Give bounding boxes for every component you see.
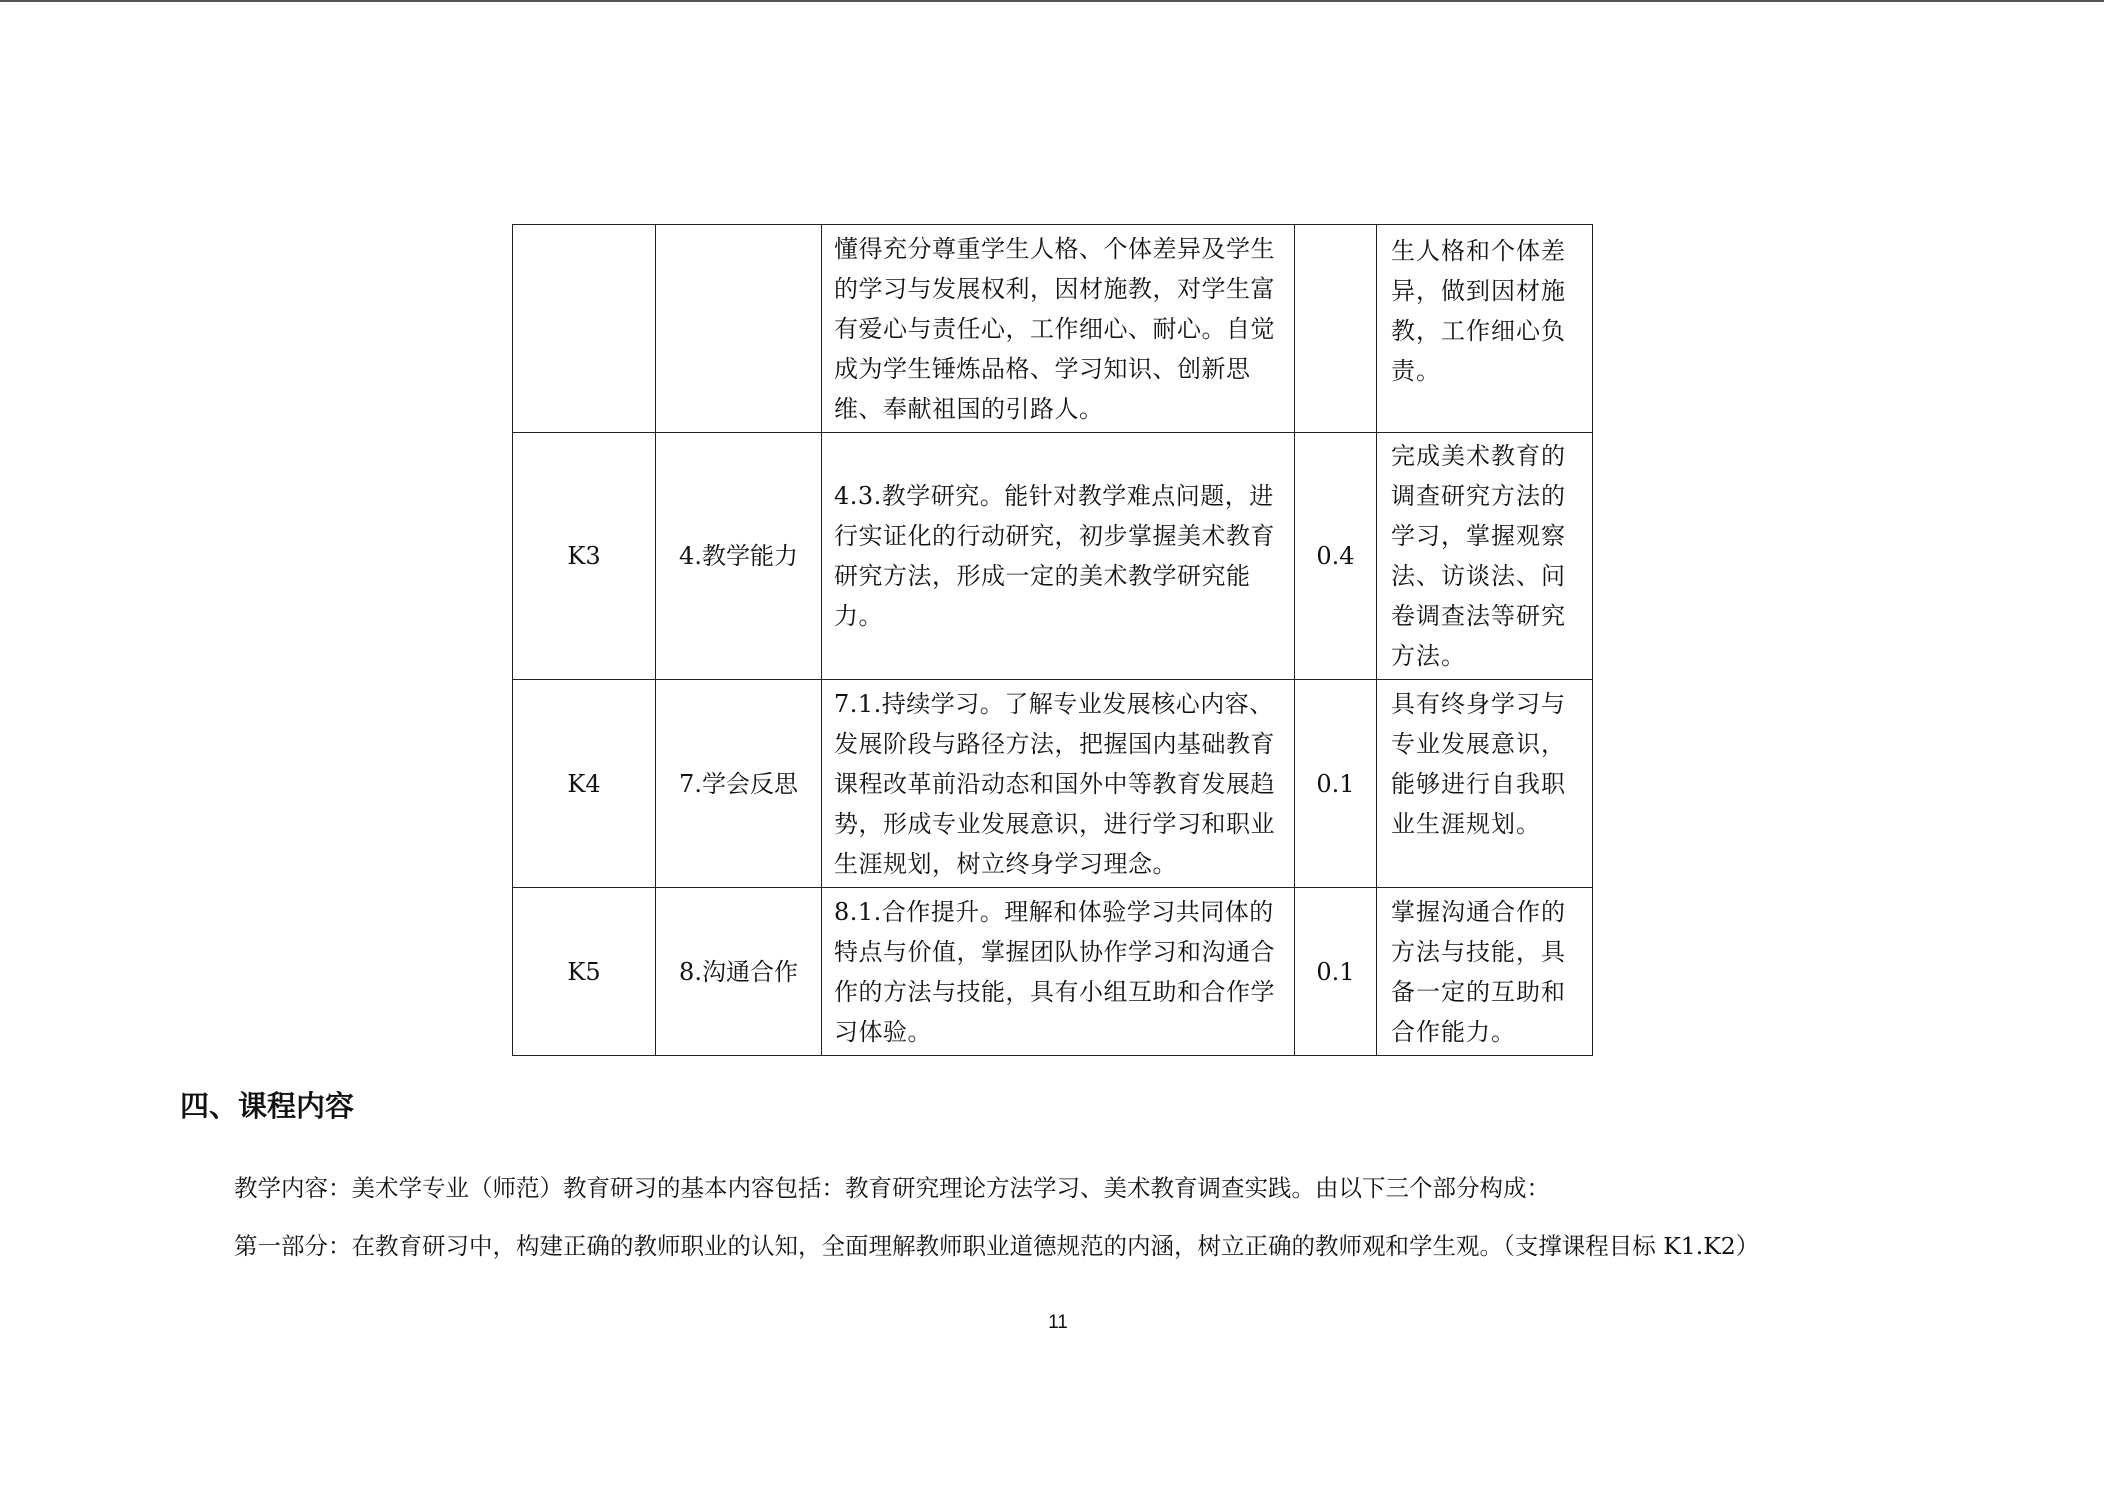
table-row xyxy=(513,433,1593,680)
description-cell: 7.1.持续学习。了解专业发展核心内容、发展阶段与路径方法，把握国内基础教育课程改革前沿动态和国外中等教育发展趋势，形成专业发展意识，进行学习和职业生涯规划，树立终身学习理念。 xyxy=(822,680,1295,888)
weight-cell: 0.1 xyxy=(1295,680,1377,888)
learning-result-cell: 掌握沟通合作的方法与技能，具备一定的互助和合作能力。 xyxy=(1377,888,1593,1056)
objective-code-cell: K3 xyxy=(513,433,656,680)
learning-result-cell: 具有终身学习与专业发展意识，能够进行自我职业生涯规划。 xyxy=(1377,680,1593,888)
objective-code-cell: K5 xyxy=(513,888,656,1056)
weight-cell xyxy=(1295,225,1377,433)
learning-result-cell: 生人格和个体差异，做到因材施教，工作细心负责。 xyxy=(1377,225,1593,433)
page-number: 11 xyxy=(1048,1312,1068,1333)
indicator-cell: 7.学会反思 xyxy=(656,680,822,888)
indicator-cell xyxy=(656,225,822,433)
section-heading: 四、课程内容 xyxy=(180,1089,355,1123)
course-objectives-table xyxy=(512,224,1593,1056)
table-row xyxy=(513,888,1593,1056)
part-one-paragraph: 第一部分：在教育研习中，构建正确的教师职业的认知，全面理解教师职业道德规范的内涵，树立正确的教师观和学生观。（支撑课程目标 K1.K2） xyxy=(234,1232,1760,1260)
objective-code-cell xyxy=(513,225,656,433)
weight-cell: 0.1 xyxy=(1295,888,1377,1056)
weight-cell: 0.4 xyxy=(1295,433,1377,680)
description-cell: 懂得充分尊重学生人格、个体差异及学生的学习与发展权利，因材施教，对学生富有爱心与责任心，工作细心、耐心。自觉成为学生锤炼品格、学习知识、创新思维、奉献祖国的引路人。 xyxy=(822,225,1295,433)
table-row xyxy=(513,680,1593,888)
teaching-content-paragraph: 教学内容：美术学专业（师范）教育研习的基本内容包括：教育研究理论方法学习、美术教育调查实践。由以下三个部分构成： xyxy=(234,1174,1550,1202)
description-cell: 8.1.合作提升。理解和体验学习共同体的特点与价值，掌握团队协作学习和沟通合作的方法与技能，具有小组互助和合作学习体验。 xyxy=(822,888,1295,1056)
indicator-cell: 8.沟通合作 xyxy=(656,888,822,1056)
indicator-cell: 4.教学能力 xyxy=(656,433,822,680)
objective-code-cell: K4 xyxy=(513,680,656,888)
description-cell: 4.3.教学研究。能针对教学难点问题，进行实证化的行动研究，初步掌握美术教育研究方法，形成一定的美术教学研究能力。 xyxy=(822,433,1295,680)
learning-result-cell: 完成美术教育的调查研究方法的学习，掌握观察法、访谈法、问卷调查法等研究方法。 xyxy=(1377,433,1593,680)
top-border-line xyxy=(0,0,2104,2)
table-row xyxy=(513,225,1593,433)
